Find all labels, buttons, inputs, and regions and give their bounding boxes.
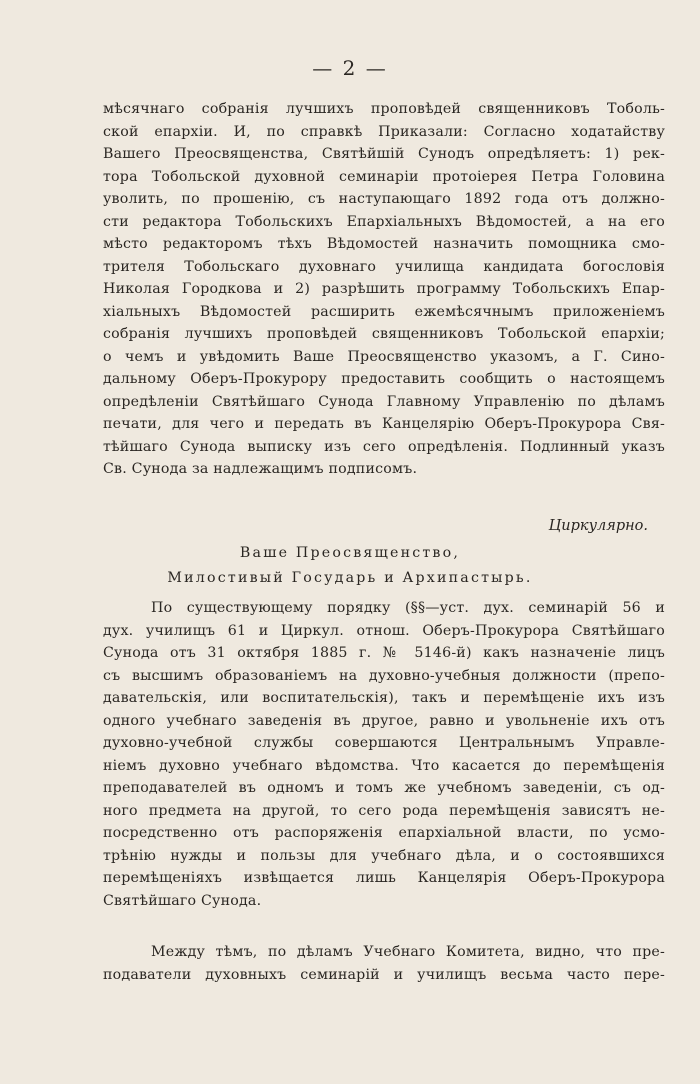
text-line: ніемъ духовно учебнаго вѣдомства. Что касается до перемѣщенія	[103, 757, 665, 774]
text-line: перемѣщеніяхъ извѣщается лишь Канцелярія Оберъ-Прокурора	[103, 870, 665, 886]
continuation-paragraph	[103, 941, 665, 986]
salutation-line: Ваше Преосвященство,	[239, 545, 461, 561]
text-line: подаватели духовныхъ семинарій и училищъ весьма часто пере-	[103, 966, 665, 983]
text-line: опредѣленіи Святѣйшаго Сунода Главному Управленію по дѣламъ	[103, 393, 665, 410]
text-line: сти редактора Тобольскихъ Епархіальныхъ Вѣдомостей, а на его	[103, 213, 665, 230]
text-line: дальному Оберъ-Прокурору предоставить сообщить о настоящемъ	[103, 371, 665, 387]
text-line: трѣнію нужды и пользы для учебнаго дѣла, и о состоявшихся	[103, 847, 665, 864]
circular-paragraph	[103, 597, 665, 912]
text-line: духовно-учебной службы совершаются Центральнымъ Управле-	[103, 735, 665, 751]
text-line: хіальныхъ Вѣдомостей расширить ежемѣсячнымъ приложеніемъ	[103, 303, 665, 320]
text-line: давательскія, или воспитательскія), такъ и перемѣщеніе ихъ изъ	[103, 690, 665, 706]
circular-mark: Циркулярно.	[548, 518, 648, 534]
text-line: ской епархіи. И, по справкѣ Приказали: Согласно ходатайству	[103, 123, 665, 140]
text-line: печати, для чего и передать въ Канцелярію Оберъ-Прокурора Свя-	[103, 416, 665, 432]
decree-paragraph	[103, 98, 665, 481]
text-line: уволить, по прошенію, съ наступающаго 1892 года отъ должно-	[103, 191, 665, 207]
text-line: собранія лучшихъ проповѣдей священниковъ Тобольской епархіи;	[103, 326, 665, 342]
text-line: ного предмета на другой, то сего рода перемѣщенія зависятъ не-	[103, 802, 665, 819]
text-line: тѣйшаго Сунода выписку изъ сего опредѣленія. Подлинный указъ	[103, 438, 665, 455]
text-line: По существующему порядку (§§—уст. дух. семинарій 56 и	[151, 600, 665, 616]
text-line: одного учебнаго заведенія въ другое, равно и увольненіе ихъ отъ	[103, 712, 665, 729]
text-line: преподавателей въ одномъ и томъ же учебномъ заведеніи, съ од-	[103, 780, 665, 796]
text-line: мѣсячнаго собранія лучшихъ проповѣдей священниковъ Тоболь-	[103, 101, 665, 117]
text-line: Сунода отъ 31 октября 1885 г. № 5146-й) какъ назначеніе лицъ	[103, 645, 665, 661]
text-line: о чемъ и увѣдомить Ваше Преосвященство указомъ, а Г. Сино-	[103, 348, 665, 365]
salutation-line: Милостивый Государь и Архипастырь.	[167, 570, 533, 586]
text-line: Св. Сунода за надлежащимъ подписомъ.	[103, 461, 418, 477]
text-line: Между тѣмъ, по дѣламъ Учебнаго Комитета, видно, что пре-	[151, 944, 665, 960]
text-line: Святѣйшаго Сунода.	[103, 892, 262, 909]
text-line: посредственно отъ распоряженія епархіальной власти, по усмо-	[103, 825, 665, 841]
text-line: мѣсто редакторомъ тѣхъ Вѣдомостей назначить помощника смо-	[103, 236, 665, 252]
page-number: — 2 —	[312, 56, 388, 80]
text-line: съ высшимъ образованіемъ на духовно-учебныя должности (препо-	[103, 667, 665, 684]
text-line: дух. училищъ 61 и Циркул. отнош. Оберъ-Прокурора Святѣйшаго	[103, 622, 665, 639]
text-line: Николая Городкова и 2) разрѣшить программу Тобольскихъ Епар-	[103, 281, 665, 297]
text-line: Вашего Преосвященства, Святѣйшій Сунодъ опредѣляетъ: 1) рек-	[103, 146, 665, 162]
text-line: трителя Тобольскаго духовнаго училища кандидата богословія	[103, 258, 665, 275]
text-line: тора Тобольской духовной семинаріи протоіерея Петра Головина	[103, 168, 665, 185]
